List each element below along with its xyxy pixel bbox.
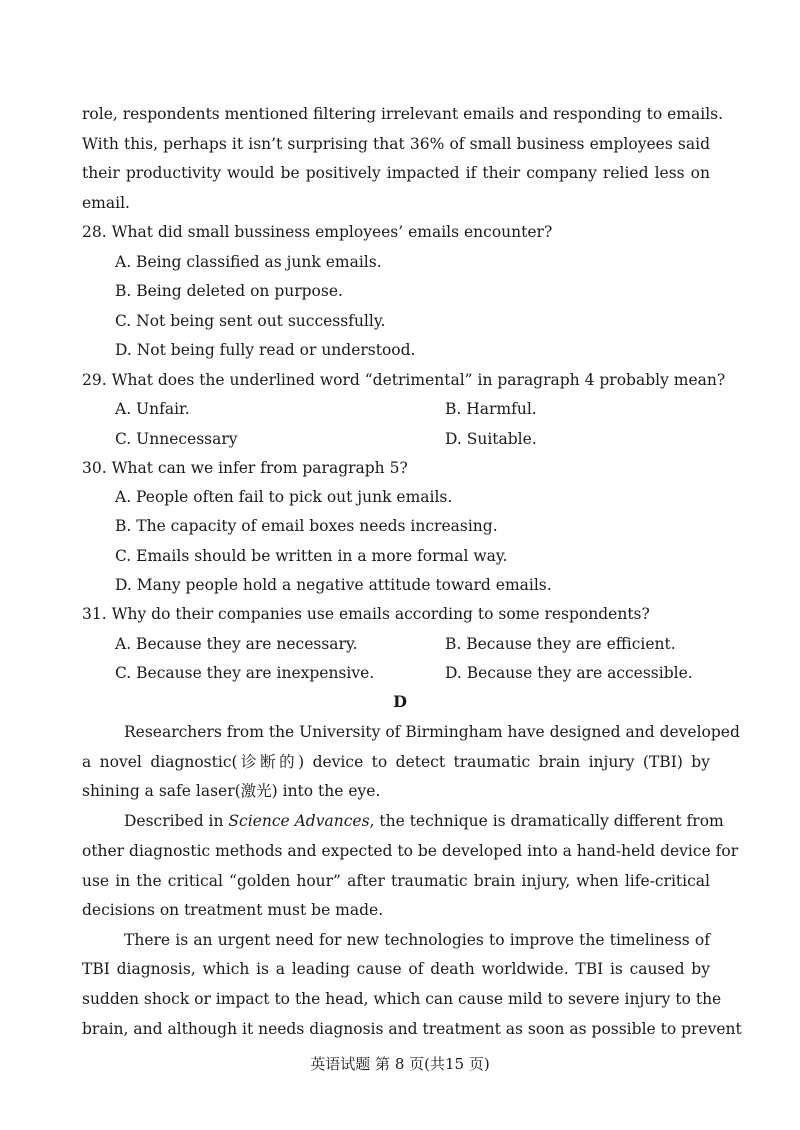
passage-d-line: sudden shock or impact to the head, which can cause mild to severe injury to the xyxy=(82,990,722,1008)
passage-d-line: decisions on treatment must be made. xyxy=(82,901,384,919)
passage-line: role, respondents mentioned filtering irrelevant emails and responding to emails. xyxy=(82,105,724,123)
question-30-option-a: A. People often fail to pick out junk emails. xyxy=(115,488,453,506)
question-29-option-a: A. Unfair. xyxy=(115,400,190,418)
page-footer: 英语试题 第 8 页(共15 页) xyxy=(310,1055,490,1073)
passage-line: email. xyxy=(82,194,130,212)
question-29-option-c: C. Unnecessary xyxy=(115,430,238,448)
question-30-option-c: C. Emails should be written in a more formal way. xyxy=(115,547,508,565)
passage-d-line: a novel diagnostic(诊断的) device to detect traumatic brain injury (TBI) by xyxy=(82,753,710,771)
question-29-option-d: D. Suitable. xyxy=(445,430,537,448)
question-28-option-b: B. Being deleted on purpose. xyxy=(115,282,343,300)
question-31-option-a: A. Because they are necessary. xyxy=(115,635,358,653)
passage-d-line xyxy=(124,811,724,831)
question-30-stem: 30. What can we infer from paragraph 5? xyxy=(82,459,408,477)
passage-d-line: brain, and although it needs diagnosis and treatment as soon as possible to prevent xyxy=(82,1020,742,1038)
passage-d-line: There is an urgent need for new technologies to improve the timeliness of xyxy=(124,931,710,949)
question-30-option-d: D. Many people hold a negative attitude toward emails. xyxy=(115,576,552,594)
passage-d-text: , the technique is dramatically different from xyxy=(369,812,724,830)
passage-line: their productivity would be positively impacted if their company relied less on xyxy=(82,164,710,182)
passage-d-text: Described in xyxy=(124,812,229,830)
question-28-option-c: C. Not being sent out successfully. xyxy=(115,312,386,330)
question-29-option-b: B. Harmful. xyxy=(445,400,537,418)
section-heading-d: D xyxy=(393,692,407,711)
passage-line: With this, perhaps it isn’t surprising that 36% of small business employees said xyxy=(82,135,710,153)
passage-d-line: TBI diagnosis, which is a leading cause of death worldwide. TBI is caused by xyxy=(82,960,710,978)
question-31-option-d: D. Because they are accessible. xyxy=(445,664,693,682)
passage-d-line: other diagnostic methods and expected to be developed into a hand-held device for xyxy=(82,842,739,860)
passage-d-line: Researchers from the University of Birmingham have designed and developed xyxy=(124,723,740,741)
question-30-option-b: B. The capacity of email boxes needs increasing. xyxy=(115,517,498,535)
question-31-option-b: B. Because they are efficient. xyxy=(445,635,676,653)
journal-title: Science Advances xyxy=(228,812,370,830)
passage-d-line: use in the critical “golden hour” after traumatic brain injury, when life-critical xyxy=(82,872,710,890)
question-29-stem: 29. What does the underlined word “detrimental” in paragraph 4 probably mean? xyxy=(82,371,726,389)
question-28-stem: 28. What did small bussiness employees’ emails encounter? xyxy=(82,223,553,241)
question-28-option-a: A. Being classified as junk emails. xyxy=(115,253,382,271)
question-31-option-c: C. Because they are inexpensive. xyxy=(115,664,375,682)
question-28-option-d: D. Not being fully read or understood. xyxy=(115,341,416,359)
question-31-stem: 31. Why do their companies use emails according to some respondents? xyxy=(82,605,650,623)
passage-d-line: shining a safe laser(激光) into the eye. xyxy=(82,782,381,800)
